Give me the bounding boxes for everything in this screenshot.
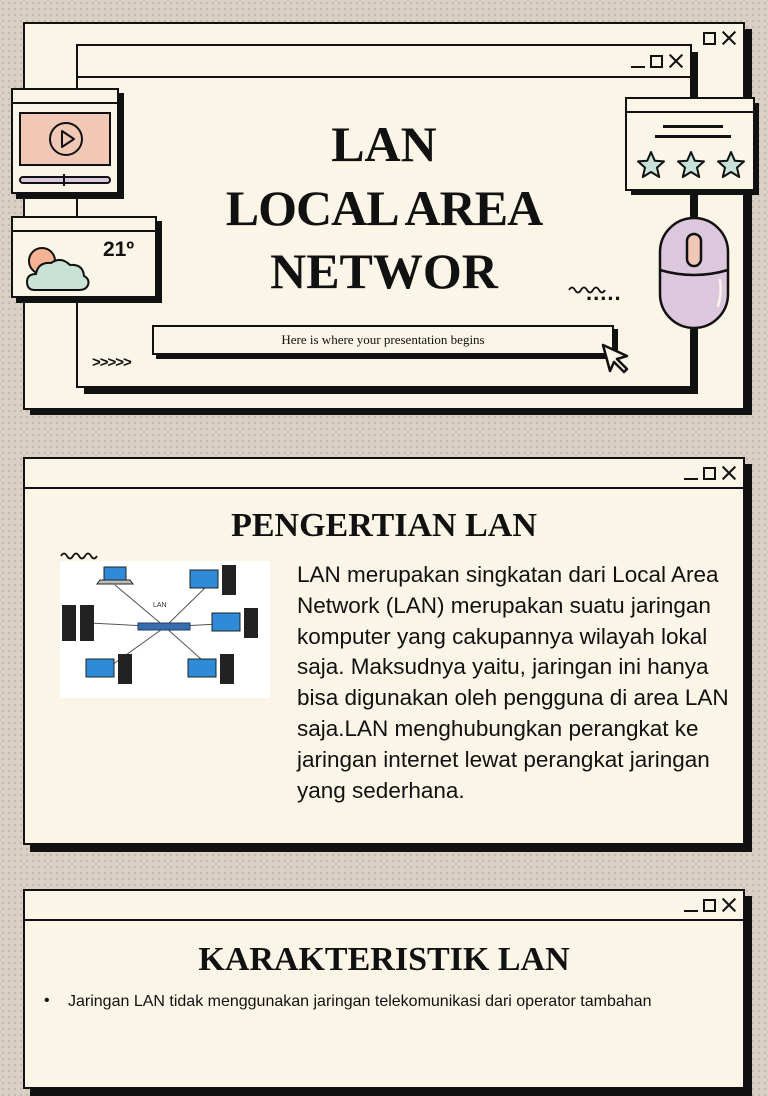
rating-widget (625, 97, 755, 191)
play-icon[interactable] (47, 120, 85, 158)
star-icon[interactable] (635, 149, 667, 181)
bullet-item (44, 992, 704, 1012)
subtitle-text: Here is where your presentation begins (281, 332, 485, 347)
dots-decoration: ..... (586, 280, 622, 305)
window-controls (684, 897, 737, 913)
inner-window-titlebar (78, 46, 690, 78)
diagram-center-label: LAN (153, 602, 167, 609)
maximize-icon[interactable] (650, 55, 663, 68)
star-icon[interactable] (715, 149, 747, 181)
maximize-icon[interactable] (703, 32, 716, 45)
outer-window-controls (703, 30, 737, 46)
cloud-icon (25, 254, 91, 294)
close-icon[interactable] (721, 897, 737, 913)
subtitle-box (152, 325, 614, 355)
slide-title-line3: NETWOR (270, 243, 498, 299)
close-icon[interactable] (721, 465, 737, 481)
section-title: PENGERTIAN LAN (231, 507, 537, 544)
rating-line (655, 135, 731, 138)
section-title: KARAKTERISTIK LAN (198, 941, 570, 978)
lan-diagram (60, 561, 270, 698)
bullet-text: Jaringan LAN tidak menggunakan jaringan telekomunikasi dari operator tambahan (68, 993, 652, 1010)
rating-line (663, 125, 723, 128)
bullet-dot: • (44, 992, 50, 1009)
squiggle-decoration (60, 550, 100, 560)
minimize-icon[interactable] (684, 478, 698, 480)
star-icon[interactable] (675, 149, 707, 181)
chevrons-decoration: >>>>> (92, 354, 131, 371)
maximize-icon[interactable] (703, 467, 716, 480)
slide-pengertian (0, 440, 768, 860)
maximize-icon[interactable] (703, 899, 716, 912)
weather-widget (11, 216, 157, 298)
karakteristik-window (23, 889, 745, 1089)
karakteristik-titlebar (25, 891, 743, 921)
slide-title-line2: LOCAL AREA (225, 180, 543, 236)
pengertian-titlebar (25, 459, 743, 489)
minimize-icon[interactable] (684, 910, 698, 912)
video-screen (19, 112, 111, 166)
slide-title-line1: LAN (331, 116, 437, 172)
inner-window-controls (631, 53, 684, 69)
cursor-icon (598, 340, 632, 374)
close-icon[interactable] (668, 53, 684, 69)
minimize-icon[interactable] (631, 66, 645, 68)
section-body-text: LAN merupakan singkatan dari Local Area Network (LAN) merupakan suatu jaringan komputer yang cakupannya wilayah lokal saja. Maksudnya yaitu, jaringan ini hanya bisa digunakan oleh pengguna di area LAN saja.LAN menghubungkan perangkat ke jaringan internet lewat perangkat jaringan yang sederhana. (297, 562, 729, 803)
video-player-widget (11, 88, 119, 194)
close-icon[interactable] (721, 30, 737, 46)
slide-title (0, 0, 768, 430)
mouse-icon (656, 214, 734, 334)
weather-temperature: 21º (103, 238, 135, 261)
slide-karakteristik (0, 872, 768, 1024)
window-controls (684, 465, 737, 481)
video-progress-bar[interactable] (19, 176, 111, 184)
